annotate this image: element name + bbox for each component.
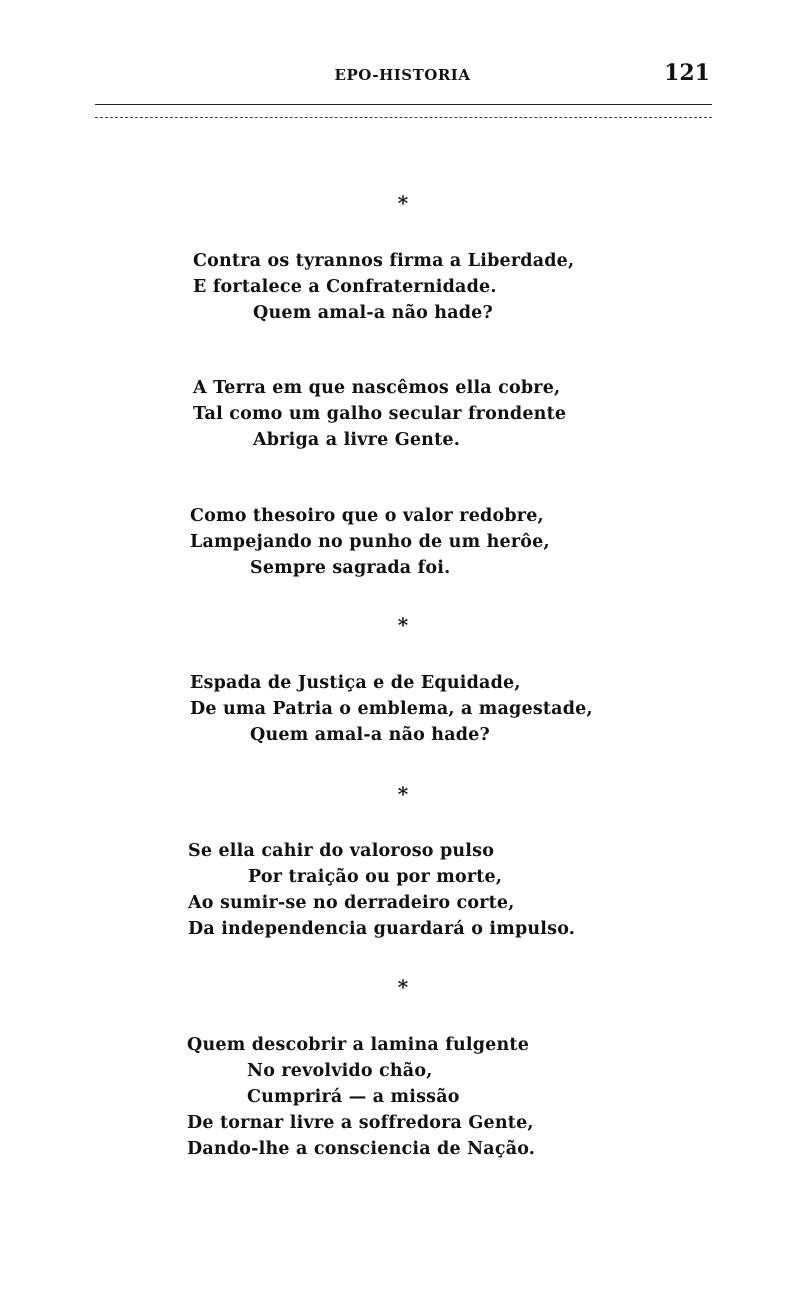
verse-line: Por traição ou por morte, — [248, 867, 503, 887]
running-head — [95, 62, 710, 90]
verse-line: Se ella cahir do valoroso pulso — [188, 841, 495, 861]
verse-line: Sempre sagrada foi. — [250, 558, 451, 578]
verse-line: Ao sumir-se no derradeiro corte, — [188, 893, 515, 913]
verse-line: Tal como um galho secular frondente — [193, 404, 567, 424]
verse-line: Abriga a livre Gente. — [253, 430, 461, 450]
verse-line: Da independencia guardará o impulso. — [188, 919, 576, 939]
asterism-separator: * — [397, 782, 409, 806]
verse-line: Cumprirá — a missão — [247, 1087, 460, 1107]
verse-line: Quem amal-a não hade? — [253, 303, 493, 323]
verse-line: Quem descobrir a lamina fulgente — [187, 1035, 530, 1055]
verse-line: Dando-lhe a consciencia de Nação. — [187, 1139, 536, 1159]
verse-line: De tornar livre a soffredora Gente, — [187, 1113, 534, 1133]
asterism-separator: * — [397, 613, 409, 637]
verse-line: Lampejando no punho de um herôe, — [190, 532, 550, 552]
verse-line: A Terra em que nascêmos ella cobre, — [193, 378, 561, 398]
header-rule — [95, 104, 712, 105]
header-rule-dashed — [95, 117, 712, 118]
running-title: EPO-HISTORIA — [334, 66, 471, 84]
asterism-separator: * — [397, 975, 409, 999]
verse-line: Espada de Justiça e de Equidade, — [190, 673, 521, 693]
verse-line: Quem amal-a não hade? — [250, 725, 490, 745]
verse-line: No revolvido chão, — [247, 1061, 433, 1081]
page-number: 121 — [664, 60, 710, 86]
asterism-separator: * — [397, 191, 409, 215]
verse-line: Contra os tyrannos firma a Liberdade, — [193, 251, 575, 271]
verse-line: E fortalece a Confraternidade. — [193, 277, 497, 297]
verse-line: Como thesoiro que o valor redobre, — [190, 506, 544, 526]
verse-line: De uma Patria o emblema, a magestade, — [190, 699, 593, 719]
